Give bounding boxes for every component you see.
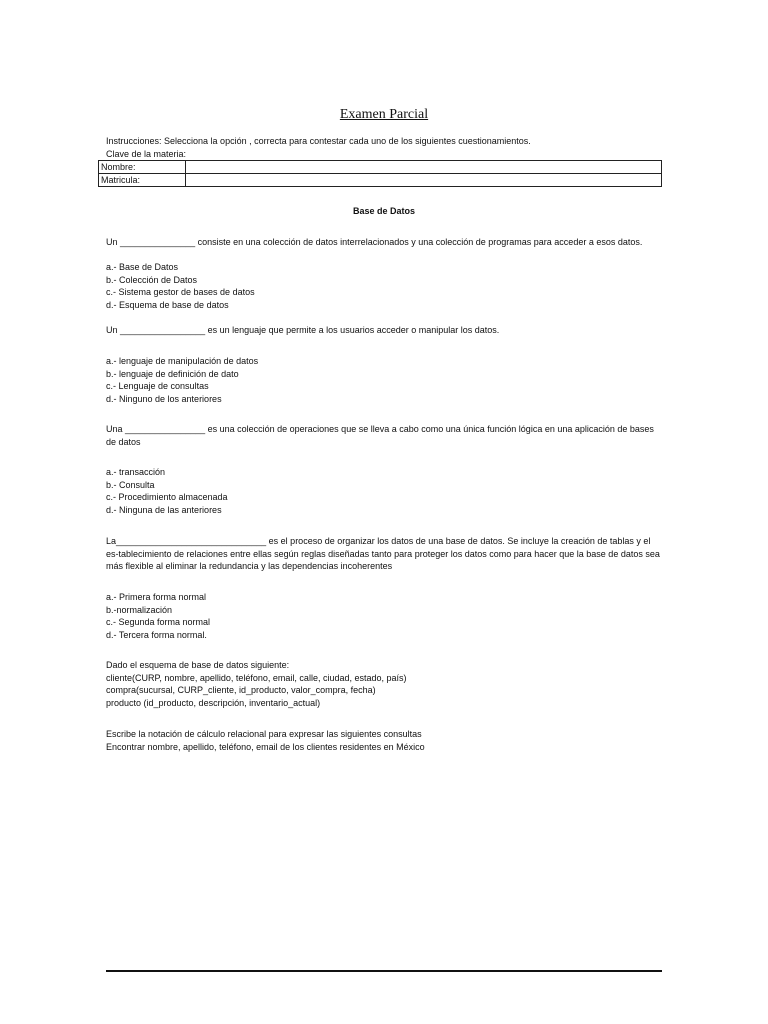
question-stem: Un _______________ consiste en una colección de datos interrelacionados y una colección de programas para acceder a esos datos. xyxy=(106,237,643,247)
course-code-label: Clave de la materia: xyxy=(106,149,187,159)
option-a: a.- lenguaje de manipulación de datos xyxy=(106,356,259,366)
schema-line: producto (id_producto, descripción, inventario_actual) xyxy=(106,697,321,708)
option-c: c.- Segunda forma normal xyxy=(106,617,211,627)
table-row xyxy=(99,174,662,187)
table-row xyxy=(99,161,662,174)
relational-query: Encontrar nombre, apellido, teléfono, email de los clientes residentes en México xyxy=(106,741,425,752)
question-3 xyxy=(106,423,662,448)
option-a: a.- transacción xyxy=(106,467,166,477)
section-heading: Base de Datos xyxy=(352,206,416,216)
instructions-text: Instrucciones: Selecciona la opción , correcta para contestar cada uno de los siguientes cuestionamientos. xyxy=(106,136,531,146)
option-b: b.-normalización xyxy=(106,604,173,615)
student-info-table xyxy=(98,160,662,187)
page-title: Examen Parcial xyxy=(339,107,429,122)
question-2-options xyxy=(106,355,662,405)
option-c: c.- Lenguaje de consultas xyxy=(106,381,209,391)
relational-instruction: Escribe la notación de cálculo relacional para expresar las siguientes consultas xyxy=(106,729,422,739)
option-b: b.- Colección de Datos xyxy=(106,274,198,285)
option-d: d.- Ninguno de los anteriores xyxy=(106,393,222,404)
relational-block xyxy=(106,728,662,753)
option-c: c.- Procedimiento almacenada xyxy=(106,492,228,502)
option-b: b.- Consulta xyxy=(106,479,155,490)
question-stem: Una ________________ es una colección de operaciones que se lleva a cabo como una única función lógica en una aplicación de bases de datos xyxy=(106,424,654,447)
schema-block xyxy=(106,659,662,709)
schema-line: cliente(CURP, nombre, apellido, teléfono, email, calle, ciudad, estado, país) xyxy=(106,672,407,683)
student-id-label: Matricula: xyxy=(99,174,186,187)
question-1 xyxy=(106,236,662,249)
name-field[interactable] xyxy=(186,161,662,174)
option-d: d.- Tercera forma normal. xyxy=(106,629,207,640)
question-1-options xyxy=(106,261,662,311)
student-id-field[interactable] xyxy=(186,174,662,187)
option-a: a.- Primera forma normal xyxy=(106,592,207,602)
option-a: a.- Base de Datos xyxy=(106,262,179,272)
question-4-options xyxy=(106,591,662,641)
name-label: Nombre: xyxy=(99,161,186,174)
option-d: d.- Esquema de base de datos xyxy=(106,299,229,310)
schema-intro: Dado el esquema de base de datos siguiente: xyxy=(106,660,290,670)
option-d: d.- Ninguna de las anteriores xyxy=(106,504,222,515)
option-c: c.- Sistema gestor de bases de datos xyxy=(106,287,255,297)
question-stem: Un _________________ es un lenguaje que permite a los usuarios acceder o manipular los datos. xyxy=(106,325,500,335)
schema-line: compra(sucursal, CURP_cliente, id_producto, valor_compra, fecha) xyxy=(106,685,376,695)
question-4 xyxy=(106,535,662,573)
footer-rule xyxy=(106,970,662,972)
question-2 xyxy=(106,324,662,337)
question-3-options xyxy=(106,466,662,516)
question-stem: La______________________________ es el proceso de organizar los datos de una base de datos. Se incluye la creación de tablas y el es-tablecimiento de relaciones entre ellas según reglas diseñadas tanto para proteger los datos como para hacer que la base de datos sea más flexible al eliminar la redundancia y las dependencias incoherentes xyxy=(106,536,660,571)
option-b: b.- lenguaje de definición de dato xyxy=(106,368,239,379)
